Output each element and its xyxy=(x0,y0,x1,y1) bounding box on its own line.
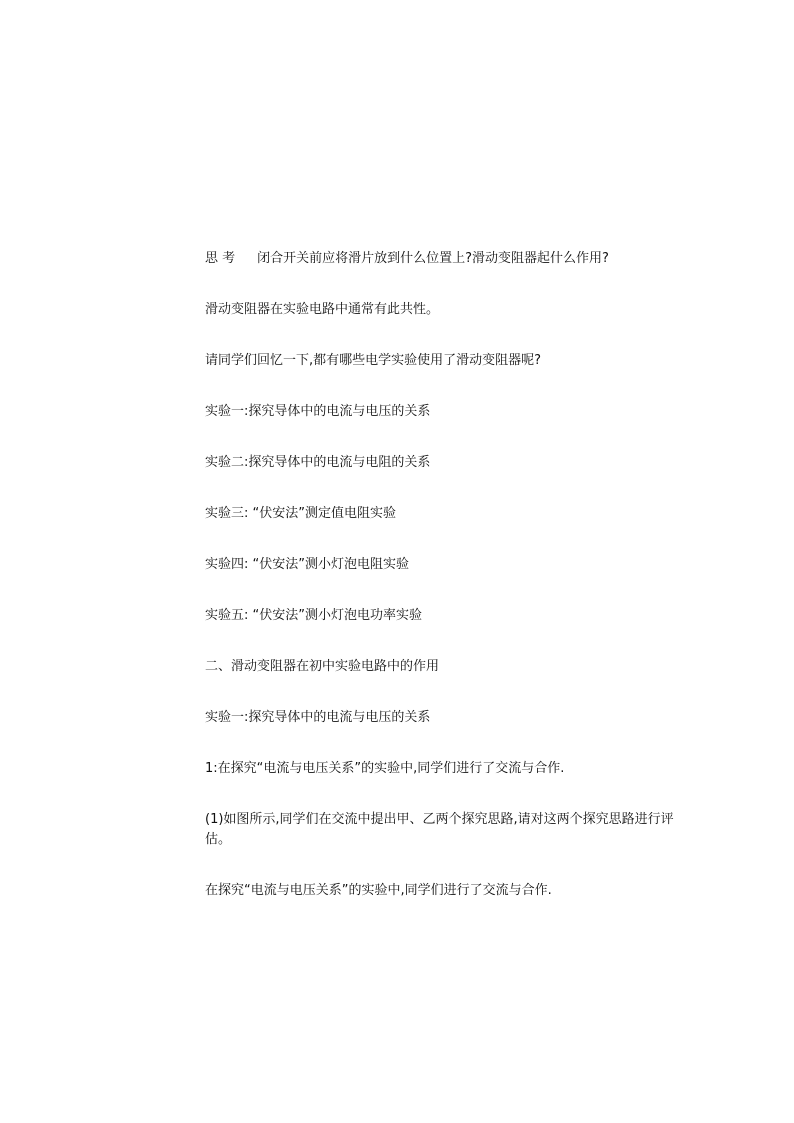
paragraph-experiment-1: 实验一:探究导体中的电流与电压的关系 xyxy=(205,404,431,419)
paragraph-experiment-2: 实验二:探究导体中的电流与电阻的关系 xyxy=(205,455,431,470)
paragraph-experiment-5: 实验五: “伏安法”测小灯泡电功率实验 xyxy=(205,608,422,623)
paragraph-closing: 在探究“电流与电压关系”的实验中,同学们进行了交流与合作. xyxy=(205,883,552,898)
section-heading-2: 二、滑动变阻器在初中实验电路中的作用 xyxy=(205,659,440,674)
paragraph-experiment-1-repeat: 实验一:探究导体中的电流与电压的关系 xyxy=(205,710,431,725)
paragraph-recall-question: 请同学们回忆一下,都有哪些电学实验使用了滑动变阻器呢? xyxy=(205,353,542,368)
paragraph-experiment-3: 实验三: “伏安法”测定值电阻实验 xyxy=(205,506,396,521)
paragraph-think xyxy=(205,249,609,269)
paragraph-question-1-part-1: (1)如图所示,同学们在交流中提出甲、乙两个探究思路,请对这两个探究思路进行评估。 xyxy=(205,812,674,847)
paragraph-experiment-4: 实验四: “伏安法”测小灯泡电阻实验 xyxy=(205,557,409,572)
paragraph-commonality: 滑动变阻器在实验电路中通常有此共性。 xyxy=(205,302,440,317)
think-label: 思 考 xyxy=(205,251,236,266)
think-question: 闭合开关前应将滑片放到什么位置上?滑动变阻器起什么作用? xyxy=(257,251,609,266)
paragraph-question-1: 1:在探究“电流与电压关系”的实验中,同学们进行了交流与合作. xyxy=(205,761,565,776)
